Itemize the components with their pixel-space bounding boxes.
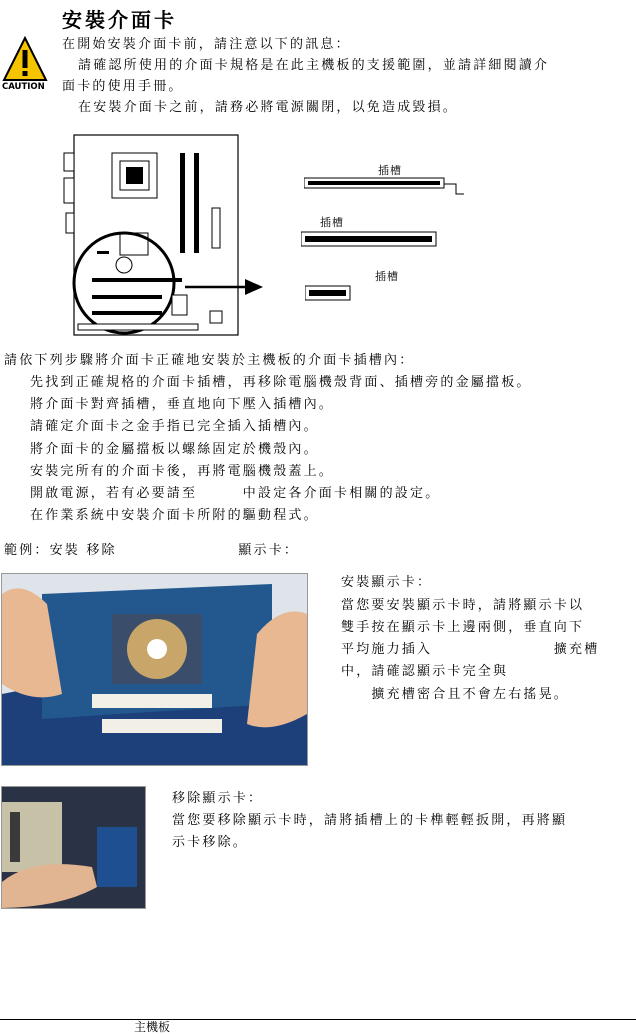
install-line-3: 平均施力插入 擴充槽 [341, 642, 600, 657]
step-7: 在作業系統中安裝介面卡所附的驅動程式。 [30, 508, 319, 523]
motherboard-diagram [62, 133, 242, 338]
slot2-graphic [301, 231, 441, 247]
step-5: 安裝完所有的介面卡後，再將電腦機殼蓋上。 [30, 464, 335, 479]
intro-line-1: 在開始安裝介面卡前，請注意以下的訊息： [62, 37, 351, 52]
arrow-icon [185, 277, 265, 297]
footer-text: 主機板 [134, 1020, 171, 1034]
intro-line-3: 面卡的使用手冊。 [62, 79, 184, 94]
caution-icon [2, 36, 48, 96]
intro-line-4: 在安裝介面卡之前，請務必將電源關閉，以免造成毀損。 [78, 100, 459, 115]
step-4: 將介面卡的金屬擋板以螺絲固定於機殼內。 [30, 442, 319, 457]
slot1-graphic [304, 176, 470, 202]
install-title: 安裝顯示卡： [341, 575, 433, 590]
remove-title: 移除顯示卡： [172, 791, 264, 806]
step-6: 開啟電源，若有必要請至 中設定各介面卡相關的設定。 [30, 486, 441, 501]
footer-divider [0, 1019, 636, 1020]
example-label: 範例：安裝 移除 顯示卡： [4, 543, 300, 558]
slot2-label: 插槽 [320, 216, 344, 229]
install-line-4: 中，請確認顯示卡完全與 [341, 664, 509, 679]
slot3-label: 插槽 [375, 270, 399, 283]
slot1-label: 插槽 [378, 164, 402, 177]
install-photo [1, 573, 308, 766]
step-3: 請確定介面卡之金手指已完全插入插槽內。 [30, 419, 319, 434]
remove-line-1: 當您要移除顯示卡時，請將插槽上的卡榫輕輕扳開，再將顯 [172, 813, 568, 828]
steps-intro: 請依下列步驟將介面卡正確地安裝於主機板的介面卡插槽內： [4, 353, 415, 368]
install-line-1: 當您要安裝顯示卡時，請將顯示卡以 [341, 598, 585, 613]
slot3-graphic [305, 285, 355, 301]
step-1: 先找到正確規格的介面卡插槽，再移除電腦機殼背面、插槽旁的金屬擋板。 [30, 375, 532, 390]
step-2: 將介面卡對齊插槽，垂直地向下壓入插槽內。 [30, 397, 335, 412]
install-line-2: 雙手按在顯示卡上邊兩側，垂直向下 [341, 620, 585, 635]
caution-label: CAUTION [2, 82, 45, 92]
remove-photo [1, 786, 146, 909]
install-line-5: 擴充槽密合且不會左右搖晃。 [341, 687, 570, 702]
remove-line-2: 示卡移除。 [172, 835, 249, 850]
page-title: 安裝介面卡 [62, 8, 177, 32]
intro-line-2: 請確認所使用的介面卡規格是在此主機板的支援範圍，並請詳細閱讀介 [78, 58, 550, 73]
